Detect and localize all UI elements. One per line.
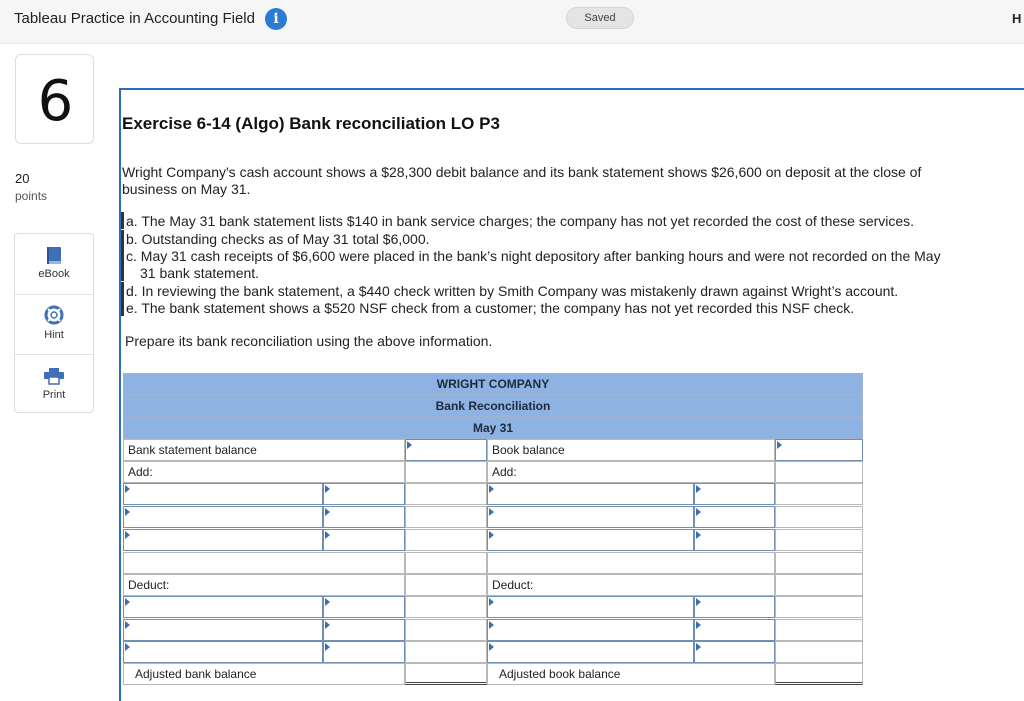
info-icon[interactable]: i [265, 8, 287, 30]
bank-add-description-input[interactable] [123, 529, 323, 551]
question-number: 6 [37, 69, 74, 134]
bank-add-label: Add: [123, 461, 405, 483]
print-label: Print [42, 389, 66, 401]
book-deduct-amount-input[interactable] [694, 619, 775, 641]
bank-total-cell [405, 461, 487, 483]
item-c-line-1: c. May 31 cash receipts of $6,600 were placed in the bank’s night depository after banking hours and were not recorded on the May [126, 248, 941, 264]
book-total-cell [775, 596, 863, 618]
bank-deduct-amount-input[interactable] [323, 641, 405, 663]
bank-add-amount-input[interactable] [323, 506, 405, 528]
book-add-description-input[interactable] [487, 529, 694, 551]
intro-line-2: business on May 31. [122, 181, 251, 197]
book-add-description-input[interactable] [487, 506, 694, 528]
item-marker [121, 247, 124, 281]
bank-deduct-description-input[interactable] [123, 641, 323, 663]
book-deduct-description-input[interactable] [487, 619, 694, 641]
book-total-cell [775, 552, 863, 574]
printer-icon [43, 367, 65, 385]
item-marker [121, 282, 124, 299]
table-company: WRIGHT COMPANY [123, 373, 863, 395]
points-label: points [15, 189, 48, 203]
item-d: d. In reviewing the bank statement, a $440 check written by Smith Company was mistakenly drawn against Wright’s account. [126, 283, 899, 299]
bank-deduct-label: Deduct: [123, 574, 405, 596]
tools-panel [14, 233, 94, 413]
item-marker [121, 299, 124, 316]
bank-total-cell [405, 619, 487, 641]
lifebuoy-icon [44, 305, 64, 325]
adjusted-book-balance-total [775, 663, 863, 685]
book-icon [45, 246, 63, 266]
assignment-title: Tableau Practice in Accounting Field [14, 10, 255, 27]
bank-add-amount-input[interactable] [323, 483, 405, 505]
print-button[interactable] [15, 354, 93, 414]
saved-status: Saved [566, 7, 634, 29]
ebook-label: eBook [38, 268, 70, 280]
top-bar [0, 0, 1024, 44]
item-marker [121, 230, 124, 247]
bank-total-cell [405, 574, 487, 596]
item-marker [121, 212, 124, 229]
bank-total-cell [405, 483, 487, 505]
adjusted-bank-balance-total [405, 663, 487, 685]
exercise-title: Exercise 6-14 (Algo) Bank reconciliation LO P3 [122, 114, 500, 133]
table-statement-name: Bank Reconciliation [123, 395, 863, 417]
book-deduct-amount-input[interactable] [694, 641, 775, 663]
ebook-button[interactable] [15, 234, 93, 294]
spacer-cell [123, 552, 405, 574]
item-b: b. Outstanding checks as of May 31 total $6,000. [126, 231, 430, 247]
bank-add-description-input[interactable] [123, 483, 323, 505]
book-deduct-description-input[interactable] [487, 596, 694, 618]
book-add-amount-input[interactable] [694, 529, 775, 551]
spacer-cell [487, 552, 775, 574]
book-deduct-amount-input[interactable] [694, 596, 775, 618]
bank-statement-balance-input[interactable] [405, 439, 487, 461]
points-value: 20 [15, 171, 30, 186]
table-date: May 31 [123, 417, 863, 439]
bank-add-description-input[interactable] [123, 506, 323, 528]
intro-line-1: Wright Company's cash account shows a $28,300 debit balance and its bank statement shows $26,600 on deposit at the close of [122, 164, 922, 180]
bank-deduct-amount-input[interactable] [323, 619, 405, 641]
hint-label: Hint [44, 329, 64, 341]
adjusted-bank-balance-label: Adjusted bank balance [123, 663, 405, 685]
book-total-cell [775, 641, 863, 663]
help-link[interactable]: H [1012, 11, 1022, 26]
bank-add-amount-input[interactable] [323, 529, 405, 551]
book-total-cell [775, 529, 863, 551]
bank-total-cell [405, 641, 487, 663]
book-add-label: Add: [487, 461, 775, 483]
bank-total-cell [405, 506, 487, 528]
instructions: Prepare its bank reconciliation using the above information. [125, 333, 493, 349]
adjusted-book-balance-label: Adjusted book balance [487, 663, 775, 685]
hint-button[interactable] [15, 294, 93, 354]
bank-deduct-description-input[interactable] [123, 619, 323, 641]
bank-deduct-amount-input[interactable] [323, 596, 405, 618]
item-c-line-2: 31 bank statement. [140, 265, 260, 281]
book-add-amount-input[interactable] [694, 506, 775, 528]
item-a: a. The May 31 bank statement lists $140 in bank service charges; the company has not yet recorded the cost of these services. [126, 213, 915, 229]
book-deduct-label: Deduct: [487, 574, 775, 596]
book-total-cell [775, 574, 863, 596]
book-balance-input[interactable] [775, 439, 863, 461]
bank-statement-balance-label: Bank statement balance [123, 439, 405, 461]
bank-total-cell [405, 552, 487, 574]
book-total-cell [775, 461, 863, 483]
book-add-amount-input[interactable] [694, 483, 775, 505]
bank-deduct-description-input[interactable] [123, 596, 323, 618]
question-number-box [15, 54, 94, 144]
bank-total-cell [405, 596, 487, 618]
book-total-cell [775, 483, 863, 505]
book-add-description-input[interactable] [487, 483, 694, 505]
book-total-cell [775, 619, 863, 641]
item-e: e. The bank statement shows a $520 NSF check from a customer; the company has not yet recorded this NSF check. [126, 300, 855, 316]
bank-total-cell [405, 529, 487, 551]
book-balance-label: Book balance [487, 439, 775, 461]
book-total-cell [775, 506, 863, 528]
book-deduct-description-input[interactable] [487, 641, 694, 663]
